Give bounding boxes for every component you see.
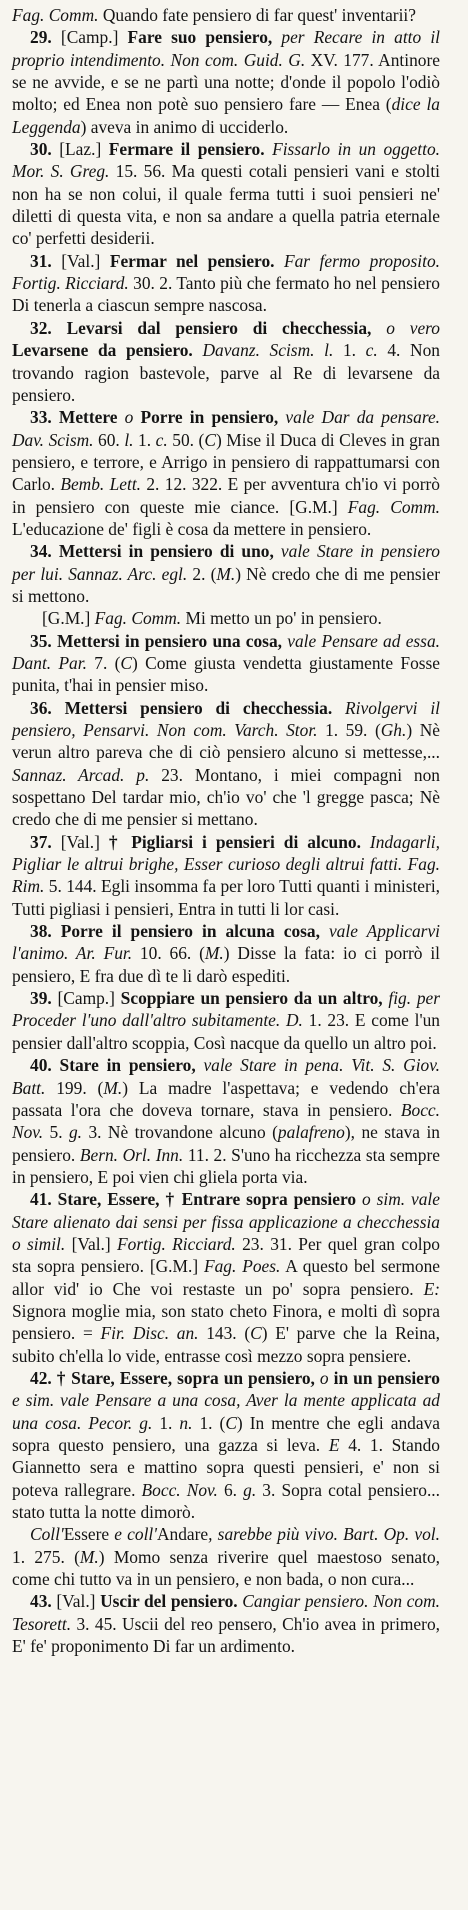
italic-text: Davanz. Scism. l. bbox=[192, 340, 334, 361]
italic-text: Indagarli, Pigliar le altrui brighe, Esser curioso degli altrui fatti. Fag. Rim. bbox=[12, 831, 440, 897]
entry-text: [Val.] bbox=[51, 1591, 101, 1612]
entry-number: 37. bbox=[30, 831, 52, 852]
dictionary-entry bbox=[12, 1590, 440, 1657]
italic-text: n. bbox=[179, 1412, 193, 1433]
italic-text: E bbox=[328, 1435, 340, 1455]
entry-headword: † Stare, Essere, sopra un pensiero, bbox=[51, 1367, 315, 1388]
italic-text: M. bbox=[79, 1546, 99, 1567]
entry-text: 199. ( bbox=[45, 1077, 104, 1098]
entry-number: 29. bbox=[30, 27, 52, 48]
entry-number: 30. bbox=[30, 139, 52, 160]
italic-text: dice la Leggenda bbox=[12, 94, 440, 137]
entry-headword: Mettere bbox=[51, 407, 118, 428]
italic-text: vale Applicarvi l'animo. Ar. Fur. bbox=[12, 921, 440, 964]
entry-number: 42. bbox=[30, 1367, 52, 1388]
entry-text: 3. 45. Uscii del reo pensero, Ch'io avea in primero, E' fe' proponimento Di far un ardimento. bbox=[12, 1613, 440, 1657]
entry-text: XV. 177. Antinore se ne avvide, e se ne partì una notte; d'onde il popolo l'odiò molto; ed Enea non potè suo pensiero fare — Enea ( bbox=[12, 49, 440, 115]
entry-text: 1. 59. ( bbox=[317, 720, 381, 740]
dictionary-entry bbox=[12, 317, 440, 406]
italic-text: Bern. Orl. Inn. bbox=[79, 1144, 184, 1165]
entry-text: 11. 2. S'uno ha ricchezza sta sempre in pensiero, E poi vien chi gliela porta via. bbox=[12, 1144, 440, 1187]
entry-headword: † Pigliarsi i pensieri di alcuno. bbox=[108, 831, 361, 852]
entry-headword: Stare in pensiero, bbox=[51, 1055, 196, 1076]
entry-text: 143. ( bbox=[198, 1323, 251, 1344]
italic-text: Coll' bbox=[30, 1524, 64, 1545]
entry-text: 5. bbox=[43, 1122, 69, 1143]
entry-text: [Laz.] bbox=[51, 139, 109, 160]
entry-number: 39. bbox=[30, 988, 52, 1009]
italic-text: Fortig. Ricciard. bbox=[117, 1233, 236, 1254]
entry-number: 41. bbox=[30, 1189, 52, 1210]
entry-number: 32. bbox=[30, 317, 52, 338]
italic-text: g. bbox=[68, 1122, 83, 1143]
entry-number: 34. bbox=[30, 541, 52, 562]
entry-headword: Fermare il pensiero. bbox=[108, 139, 265, 160]
entry-text: ) aveva in animo di ucciderlo. bbox=[80, 116, 289, 137]
italic-text: M. bbox=[216, 563, 236, 584]
italic-text: M. bbox=[103, 1077, 123, 1098]
entry-text: 30. 2. Tanto più che fermato ho nel pensiero Di tenerla a ciascun sempre nascosa. bbox=[12, 273, 440, 316]
dictionary-entry bbox=[12, 697, 440, 831]
entry-text: 4. 1. Stando Giannetto sera e mattino sopra questi pensieri, e' non si poteva rallegrare. bbox=[12, 1435, 440, 1500]
entry-text: ) In mentre che egli andava sopra questo pensiero, una gazza si leva. bbox=[12, 1412, 440, 1455]
entry-number: 33. bbox=[30, 407, 52, 428]
italic-text: Fag. Comm. bbox=[12, 5, 99, 25]
entry-text: 1. ( bbox=[192, 1412, 226, 1433]
entry-text: 1. bbox=[333, 340, 366, 361]
italic-text: palafreno bbox=[277, 1122, 345, 1143]
entry-text: Essere bbox=[63, 1524, 115, 1545]
entry-number: 43. bbox=[30, 1591, 52, 1612]
italic-text: Bocc. Nov. bbox=[12, 1099, 440, 1143]
italic-text: l. bbox=[124, 429, 134, 450]
dictionary-entry bbox=[12, 1054, 440, 1188]
italic-text: o sim. vale Stare alienato dai sensi per fissa applicazione a checchessia o simil. bbox=[12, 1189, 440, 1254]
entry-text: [Val.] bbox=[65, 1233, 118, 1254]
entry-text: ) Momo senza riverire quel maestoso senato, come chi tutto va in un pensiero, e non bada, o non cura... bbox=[12, 1546, 440, 1590]
italic-text: vale Stare in pena. Vit. S. Giov. Batt. bbox=[12, 1055, 441, 1098]
entry-text: 15. 56. Ma questi cotali pensieri vani e stolti non ha se non colui, il quale ferma tutti i suoi pensieri ne' diletti di questa vita, e non sa andare a quella patria eternale co' perfetti desiderii. bbox=[12, 161, 440, 249]
dictionary-entry bbox=[12, 540, 440, 607]
entry-text: Andare bbox=[156, 1524, 209, 1545]
italic-text: Rivolgervi il pensiero, Pensarvi. Non com. Varch. Stor. bbox=[12, 697, 440, 740]
entry-headword: Levarsi dal pensiero di checchessia, bbox=[51, 317, 372, 338]
italic-text: fig. per Proceder l'uno dall'altro subitamente. D. bbox=[12, 988, 441, 1031]
italic-text: o bbox=[314, 1367, 329, 1388]
entry-text: ) Disse la fata: io ci porrò il pensiero, E fra due dì te li darò espediti. bbox=[12, 943, 440, 986]
entry-text: Mi metto un po' in pensiero. bbox=[181, 608, 382, 629]
entry-text: Signora moglie mia, son stato cheto Finora, e molti dì sopra pensiero. = bbox=[12, 1300, 440, 1344]
entry-headword: Fare suo pensiero, bbox=[127, 27, 273, 48]
entry-headword: in un pensiero bbox=[328, 1367, 440, 1388]
entry-text: 1. 275. ( bbox=[12, 1546, 80, 1567]
entry-text: 5. 144. Egli insomma fa per loro Tutti quanti i ministeri, Tutti pigliasi i pensieri, Entra in tutti li lor casi. bbox=[12, 876, 440, 919]
entry-text: 1. 23. E come l'un pensier dall'altro scoppia, Così nacque da quello un altro poi. bbox=[12, 1010, 440, 1053]
entry-text: ) Come giusta vendetta giustamente Fosse punita, t'hai in pensier miso. bbox=[12, 652, 441, 696]
italic-text: E: bbox=[423, 1278, 440, 1299]
entry-text: 7. ( bbox=[86, 652, 121, 673]
italic-text: vale Pensare ad essa. Dant. Par. bbox=[12, 630, 440, 673]
entry-text: [Camp.] bbox=[51, 27, 128, 48]
italic-text: M. bbox=[204, 943, 224, 964]
entry-text: 50. ( bbox=[167, 429, 205, 450]
entry-number: 36. bbox=[30, 697, 52, 718]
italic-text: per Recare in atto il proprio intendimento. Non com. Guid. G. bbox=[12, 27, 440, 70]
italic-text: Gh. bbox=[380, 720, 407, 740]
entry-text: [Val.] bbox=[51, 250, 110, 271]
italic-text: Fag. Comm. bbox=[347, 496, 440, 517]
entry-number: 31. bbox=[30, 250, 52, 271]
italic-text: , sarebbe più vivo. Bart. Op. vol. bbox=[208, 1524, 440, 1545]
entry-headword: Porre in pensiero, bbox=[133, 407, 279, 428]
italic-text: Bocc. Nov. bbox=[141, 1479, 218, 1500]
italic-text: vale Stare in pensiero per lui. Sannaz. Arc. egl. bbox=[12, 541, 440, 584]
entry-text: 23. Montano, i miei compagni non sospettano Del tardar mio, ch'io vo' che 'l gregge pasca; Nè credo che di me pensier si mettano. bbox=[12, 764, 441, 830]
entry-text: 1. bbox=[152, 1412, 180, 1433]
entry-text: 23. 31. Per quel gran colpo sta sopra pensiero. [G.M.] bbox=[12, 1233, 440, 1277]
entry-text: 6. bbox=[217, 1479, 244, 1500]
entry-number: 35. bbox=[30, 630, 52, 651]
italic-text: Fag. Poes. bbox=[203, 1256, 281, 1277]
entry-text: 3. Sopra cotal pensiero... stato tutta la notte dimorò. bbox=[12, 1479, 440, 1523]
entry-text: 60. bbox=[93, 429, 125, 450]
dictionary-entry bbox=[12, 1367, 440, 1523]
entry-text: ), ne stava in pensiero. bbox=[12, 1122, 440, 1165]
italic-text: C bbox=[204, 429, 216, 450]
italic-text: C bbox=[250, 1323, 262, 1344]
entry-text: ) La madre l'aspettava; e vedendo ch'era passata l'ora che doveva tornare, stava in pensiero. bbox=[12, 1077, 440, 1120]
dictionary-entry bbox=[12, 4, 440, 26]
entry-text: ) Mise il Duca di Cleves in gran pensiero, e terrore, e Arrigo in pensiero di rappattumarsi con Carlo. bbox=[12, 429, 440, 495]
entry-text: [Camp.] bbox=[51, 988, 121, 1009]
dictionary-entry bbox=[12, 250, 440, 317]
italic-text: vale Dar da pensare. Dav. Scism. bbox=[12, 407, 441, 450]
entry-text: 1. bbox=[133, 429, 156, 450]
dictionary-entry bbox=[12, 1188, 440, 1367]
dictionary-entry bbox=[12, 987, 440, 1054]
italic-text: o bbox=[117, 407, 134, 428]
entry-text: [G.M.] bbox=[42, 608, 95, 629]
entry-number: 38. bbox=[30, 921, 52, 942]
entry-text: ) Nè verun altro pareva che di ciò pensiero alcuno si mettesse,... bbox=[12, 720, 440, 763]
entry-text: 3. Nè trovandone alcuno ( bbox=[82, 1122, 278, 1143]
italic-text: Fag. Comm. bbox=[94, 608, 182, 629]
dictionary-entry bbox=[12, 630, 440, 697]
italic-text: c. bbox=[365, 340, 378, 361]
entry-headword: Levarsene da pensiero. bbox=[12, 340, 193, 361]
dictionary-entry bbox=[12, 607, 440, 629]
entry-text: 4. Non trovando ragion bastevole, parve al Re di levarsene da pensiero. bbox=[12, 340, 440, 405]
dictionary-entry bbox=[12, 138, 440, 250]
entry-text: ) E' parve che la Reina, subito ch'ella lo vide, entrasse così mezzo sopra pensiere. bbox=[12, 1323, 440, 1366]
dictionary-entry bbox=[12, 831, 440, 920]
italic-text: c. bbox=[155, 429, 168, 450]
italic-text: g. bbox=[243, 1479, 257, 1500]
italic-text: C bbox=[120, 652, 133, 673]
entry-text: 2. 12. 322. E per avventura ch'io vi porrò in pensiero con queste mie ciance. [G.M.] bbox=[12, 474, 440, 517]
entry-text: L'educazione de' figli è cosa da mettere in pensiero. bbox=[12, 518, 372, 539]
italic-text: o vero bbox=[371, 317, 440, 338]
entry-headword: Porre il pensiero in alcuna cosa, bbox=[51, 921, 320, 942]
italic-text: Fissarlo in un oggetto. Mor. S. Greg. bbox=[12, 139, 440, 182]
dictionary-entry bbox=[12, 920, 440, 987]
italic-text: Cangiar pensiero. Non com. Tesorett. bbox=[12, 1591, 440, 1634]
entry-text: ) Nè credo che di me pensier si mettono. bbox=[12, 563, 440, 606]
dictionary-entry bbox=[12, 1523, 440, 1590]
italic-text: Sannaz. Arcad. p. bbox=[12, 764, 150, 785]
entry-headword: Scoppiare un pensiero da un altro, bbox=[120, 988, 383, 1009]
italic-text: Fir. Disc. an. bbox=[100, 1323, 199, 1344]
entry-text: 2. ( bbox=[187, 563, 217, 584]
entry-headword: Mettersi in pensiero una cosa, bbox=[51, 630, 282, 651]
italic-text: Far fermo proposito. Fortig. Ricciard. bbox=[12, 250, 440, 294]
entry-headword: Mettersi pensiero di checchessia. bbox=[51, 697, 333, 718]
entry-headword: Stare, Essere, † Entrare sopra pensiero bbox=[51, 1189, 357, 1210]
entry-headword: Fermar nel pensiero. bbox=[109, 250, 275, 271]
italic-text: Bemb. Lett. bbox=[60, 474, 142, 495]
entry-text: 10. 66. ( bbox=[132, 943, 205, 964]
entry-text: A questo bel sermone allor vid' io Che voi restaste un po' sopra pensiero. bbox=[12, 1256, 440, 1299]
dictionary-entry bbox=[12, 406, 440, 540]
italic-text: C bbox=[225, 1412, 237, 1433]
entry-headword: Uscir del pensiero. bbox=[100, 1591, 238, 1612]
entry-text: [Val.] bbox=[51, 831, 109, 852]
entry-headword: Mettersi in pensiero di uno, bbox=[51, 541, 274, 562]
entry-text: Quando fate pensiero di far quest' inventarii? bbox=[98, 5, 416, 25]
italic-text: e coll' bbox=[114, 1524, 157, 1545]
entry-number: 40. bbox=[30, 1055, 52, 1076]
dictionary-entry bbox=[12, 26, 440, 138]
italic-text: e sim. vale Pensare a una cosa, Aver la mente applicata ad una cosa. Pecor. g. bbox=[12, 1390, 440, 1433]
